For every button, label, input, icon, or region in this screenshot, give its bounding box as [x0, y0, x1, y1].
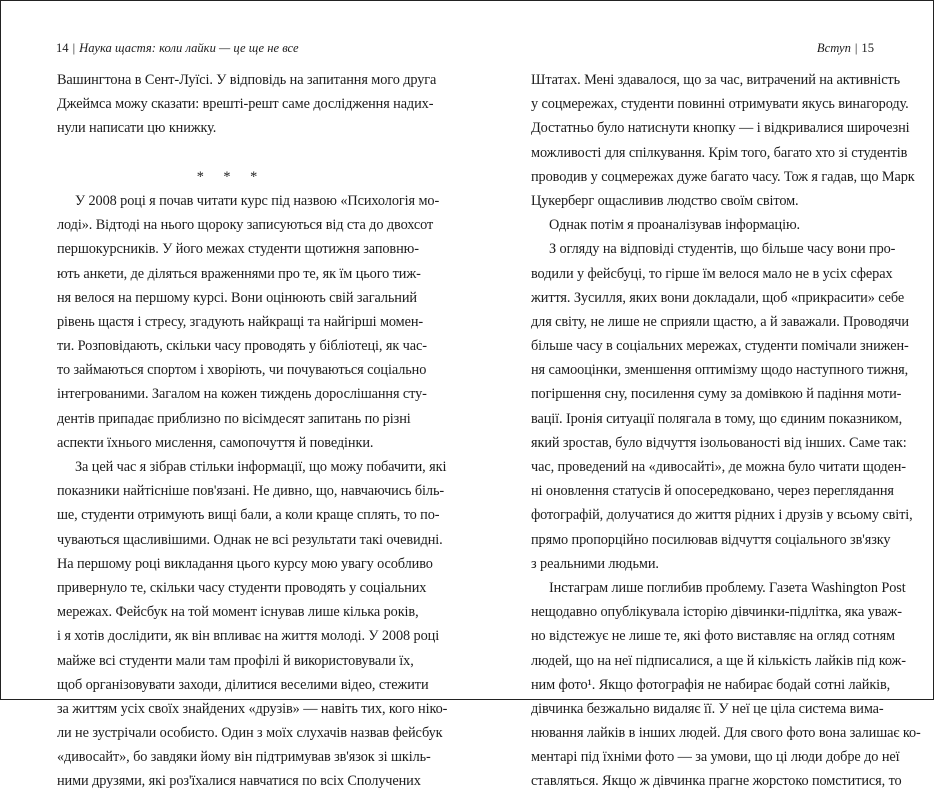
text-line: водили у фейсбуці, то гірше їм велося мало не в усіх сферах — [531, 265, 893, 282]
text-line: На першому році викладання цього курсу мою увагу особливо — [57, 555, 433, 572]
text-line: час, проведений на «дивосайті», де можна було читати щоден- — [531, 459, 906, 475]
text-line: ше, студенти отримують вищі бали, а коли краще сплять, то по- — [57, 507, 440, 524]
right-page-body — [531, 68, 921, 794]
text-line: щоб організовувати заходи, ділитися веселими відео, стежити — [57, 676, 429, 693]
text-line: рівень щастя і стресу, згадують найкращі та найгірші момен- — [57, 313, 424, 330]
text-line: У 2008 році я почав читати курс під назвою «Психологія мо- — [75, 192, 440, 209]
right-running-title: Вступ — [816, 41, 851, 55]
text-line: привернуло те, скільки часу студенти проводять у соціальних — [57, 579, 427, 596]
right-page — [467, 1, 933, 790]
text-line: проводив у соцмережах дуже багато часу. Тож я гадав, що Марк — [531, 168, 915, 185]
text-line: Достатньо було натиснути кнопку — і відкривалися широчезні — [531, 120, 910, 137]
text-line: погіршення сну, посилення суму за домівкою й падіння моти- — [531, 386, 902, 403]
text-line: ментарі під їхніми фото — за умови, що ці люди добре до неї — [531, 749, 900, 766]
text-line: ти. Розповідають, скільки часу проводять у бібліотеці, як час- — [57, 338, 427, 355]
text-line: ня самооцінки, зменшення оптимізму щодо наступного тижня, — [531, 362, 909, 379]
text-line: вації. Іронія ситуації полягала в тому, що єдиним показником, — [531, 410, 903, 427]
text-line: нювання лайків в інших людей. Для свого фото вона залишає ко- — [531, 725, 921, 742]
text-line: но відстежує не лише те, які фото виставляє на огляд сотням — [531, 628, 895, 645]
text-line: ним фото¹. Якщо фотографія не набирає бодай сотні лайків, — [531, 676, 891, 693]
text-line: Цукерберг ощасливив людство своїм світом. — [531, 192, 799, 209]
text-line: лоді». Відтоді на нього щороку записуються від ста до двохсот — [57, 217, 434, 234]
text-line: більше часу в соціальних мережах, студенти помічали знижен- — [531, 338, 909, 355]
text-line: З огляду на відповіді студентів, що більше часу вони про- — [549, 241, 896, 258]
text-line: ня велося на першому курсі. Вони оцінюють свій загальний — [57, 289, 417, 306]
text-line: то займаються спортом і хворіють, чи почуваються соціально — [57, 362, 427, 379]
text-line: з реальними людьми. — [531, 555, 659, 572]
text-line: у соцмережах, студенти повинні отримувати якусь винагороду. — [531, 96, 909, 113]
text-line: Джеймса можу сказати: врешті-решт саме дослідження надих- — [57, 96, 434, 113]
text-line: Інстаграм лише поглибив проблему. Газета Washington Post — [549, 579, 906, 596]
text-line: нули написати цю книжку. — [57, 120, 217, 137]
text-line: Однак потім я проаналізував інформацію. — [549, 217, 801, 234]
text-line: нещодавно опублікувала історію дівчинки-підлітка, яка уваж- — [531, 604, 902, 621]
text-line — [57, 141, 405, 165]
text-line: Вашингтона в Сент-Луїсі. У відповідь на запитання мого друга — [57, 72, 437, 88]
text-line: чуваються щасливішими. Однак не всі результати такі очевидні. — [57, 531, 443, 548]
left-page — [1, 1, 467, 790]
text-line: життя. Зусилля, яких вони докладали, щоб «прикрасити» себе — [531, 289, 905, 306]
left-running-title: Наука щастя: коли лайки — це ще не все — [79, 41, 299, 55]
text-line: мережах. Фейсбук на той момент існував лише кілька років, — [57, 604, 419, 621]
text-line: ють анкети, де діляться враженнями про те, як їм цього тиж- — [57, 265, 421, 282]
text-line: дентів припадає приблизно по вісімдесят запитань по різні — [57, 410, 411, 427]
text-line: Штатах. Мені здавалося, що за час, витрачений на активність — [531, 72, 901, 88]
text-line: майже всі студенти мали там профілі й використовували їх, — [57, 652, 414, 669]
text-line: людей, що на неї підписалися, а ще й кількість лайків під кож- — [531, 652, 906, 669]
text-line: ні оновлення статусів й опосередковано, через переглядання — [531, 483, 894, 500]
header-separator: | — [854, 41, 858, 55]
text-line: можливості для спілкування. Крім того, багато хто зі студентів — [531, 144, 908, 161]
text-line: інтегрованими. Загалом на кожен тиждень дорослішання сту- — [57, 386, 427, 403]
text-line: показники найтісніше пов'язані. Не дивно, що, навчаючись біль- — [57, 483, 445, 500]
header-separator: | — [72, 41, 76, 55]
text-line: прямо пропорційно посилював відчуття соціального зв'язку — [531, 531, 891, 548]
text-line: який зростав, було відчуття ізольованості від інших. Саме так: — [531, 434, 907, 451]
text-line: аспекти їхнього мислення, самопочуття й поведінки. — [57, 434, 374, 451]
text-line: дівчинка безжально видаляє її. У неї це ціла система вима- — [531, 700, 884, 717]
right-page-number: 15 — [861, 41, 874, 55]
text-line: першокурсників. У його межах студенти щотижня заповню- — [57, 241, 419, 258]
left-running-header — [56, 41, 299, 56]
text-line: ли не зустрічали особисто. Один з моїх слухачів назвав фейсбук — [57, 725, 443, 742]
text-line: ними друзями, які роз'їхалися навчатися по всіх Сполучених — [57, 773, 421, 790]
left-page-body — [57, 68, 448, 794]
text-line: і я хотів дослідити, як він впливає на життя молоді. У 2008 році — [57, 628, 440, 645]
right-running-header — [817, 41, 874, 56]
text-line: фотографій, долучатися до життя рідних і друзів у всьому світі, — [531, 507, 913, 524]
text-line: для світу, не лише не сприяли щастю, а й заважали. Проводячи — [531, 313, 909, 330]
text-line: «дивосайт», бо завдяки йому він підтримував зв'язок зі шкіль- — [57, 749, 431, 766]
text-line: За цей час я зібрав стільки інформації, що можу побачити, які — [75, 459, 447, 475]
text-line: за життям усіх своїх знайдених «друзів» — навіть тих, кого ніко- — [57, 700, 448, 717]
text-line: ставляться. Якщо ж дівчинка прагне жорстоко помститися, то — [531, 773, 902, 790]
left-page-number: 14 — [56, 41, 69, 55]
section-break: * * * — [196, 168, 266, 185]
